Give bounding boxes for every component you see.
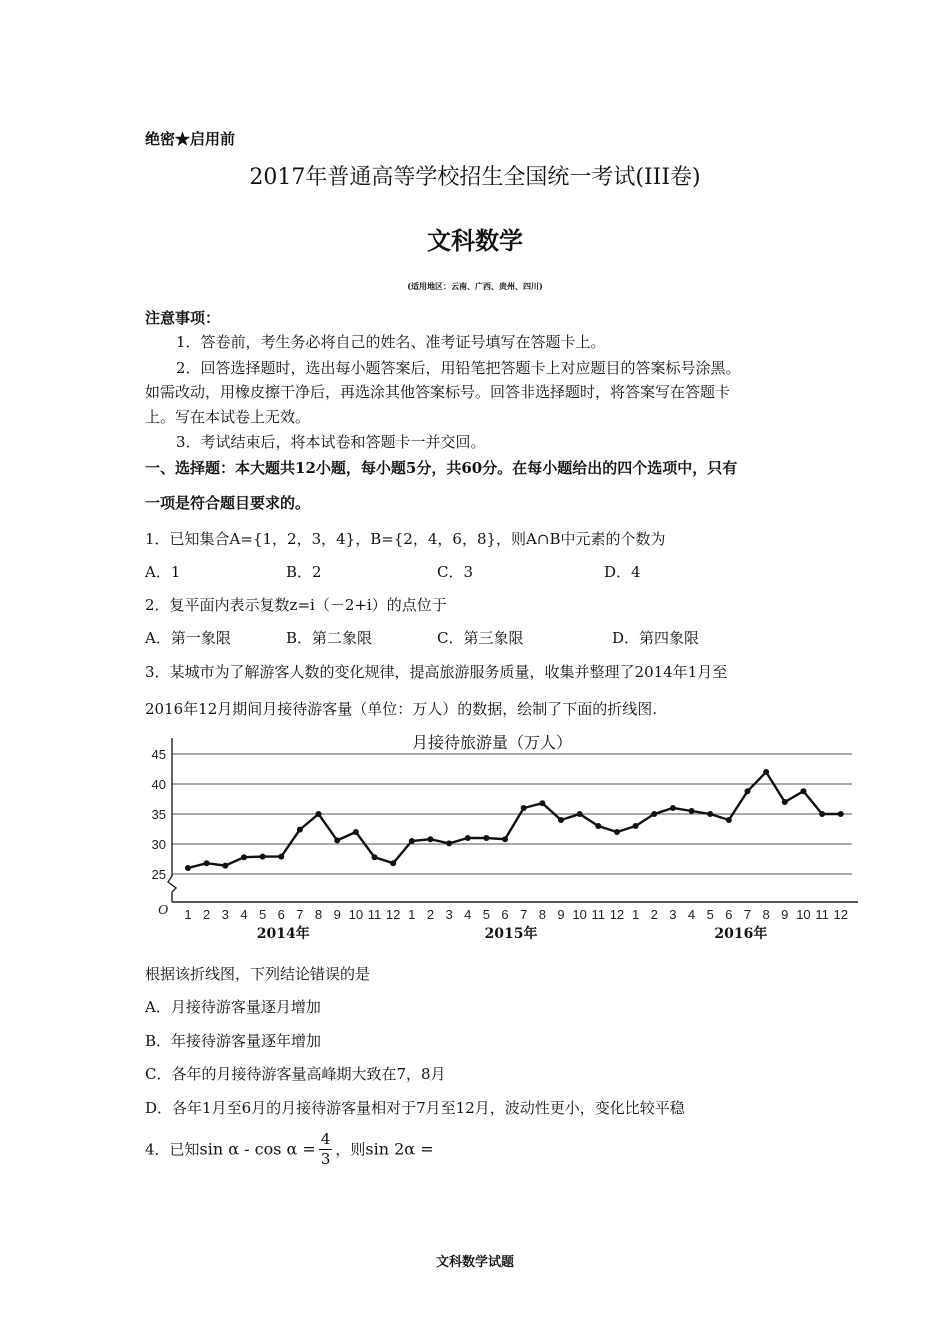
data-point bbox=[689, 808, 695, 814]
x-tick-label: 4 bbox=[687, 907, 696, 922]
question-3-stem-cont: 2016年12月期间月接待游客量（单位：万人）的数据，绘制了下面的折线图. bbox=[145, 700, 658, 718]
x-tick-label: 12 bbox=[833, 907, 848, 922]
x-tick-label: 2 bbox=[203, 907, 211, 922]
data-point bbox=[372, 854, 378, 860]
x-tick-label: 2 bbox=[426, 907, 435, 922]
x-tick-label: 10 bbox=[796, 907, 811, 922]
data-point bbox=[726, 817, 732, 823]
data-point bbox=[446, 840, 452, 846]
data-point bbox=[782, 799, 788, 805]
section-heading: 一、选择题：本大题共12小题，每小题5分，共60分。在每小题给出的四个选项中，只有 bbox=[145, 459, 738, 477]
question-1-option-a: A．1 bbox=[145, 563, 181, 581]
question-4-suffix: ，则 bbox=[335, 1140, 366, 1159]
data-point bbox=[745, 788, 751, 794]
x-tick-label: 8 bbox=[538, 907, 546, 922]
x-tick-label: 7 bbox=[296, 907, 304, 922]
x-tick-label: 7 bbox=[743, 907, 752, 922]
question-2-option-d: D．第四象限 bbox=[612, 629, 700, 647]
question-2-option-b: B．第二象限 bbox=[286, 629, 373, 647]
data-point bbox=[819, 811, 825, 817]
x-tick-label: 1 bbox=[184, 907, 192, 922]
fraction-numerator: 4 bbox=[320, 1130, 331, 1148]
data-point bbox=[334, 837, 340, 843]
chart-title: 月接待旅游量（万人） bbox=[411, 733, 573, 752]
x-tick-label: 10 bbox=[572, 907, 587, 922]
question-1-stem: 1．已知集合A={1，2，3，4}，B={2，4，6，8}，则A∩B中元素的个数为 bbox=[145, 530, 666, 548]
x-tick-label: 11 bbox=[591, 907, 606, 922]
data-point bbox=[427, 836, 433, 842]
y-tick-label: 25 bbox=[151, 867, 166, 882]
y-tick-label: 40 bbox=[151, 777, 166, 792]
data-point bbox=[707, 811, 713, 817]
x-tick-label: 11 bbox=[815, 907, 829, 922]
data-point bbox=[278, 854, 284, 860]
question-3-option-a: A．月接待游客量逐月增加 bbox=[145, 998, 321, 1016]
x-tick-label: 4 bbox=[240, 907, 248, 922]
notice-line: 上。写在本试卷上无效。 bbox=[145, 408, 311, 426]
y-tick-label: 30 bbox=[151, 837, 166, 852]
x-tick-label: 2 bbox=[650, 907, 658, 922]
data-point bbox=[763, 769, 769, 775]
section-heading-cont: 一项是符合题目要求的。 bbox=[145, 494, 311, 512]
applicable-regions: (适用地区：云南、广西、贵州、四川) bbox=[407, 281, 543, 291]
x-tick-label: 8 bbox=[762, 907, 770, 922]
data-point bbox=[670, 805, 676, 811]
data-point bbox=[521, 805, 527, 811]
data-point bbox=[838, 811, 844, 817]
notice-heading: 注意事项： bbox=[145, 309, 221, 327]
data-point bbox=[483, 835, 489, 841]
data-point bbox=[260, 854, 266, 860]
x-tick-label: 8 bbox=[314, 907, 323, 922]
axis-break bbox=[168, 876, 176, 902]
x-tick-label: 11 bbox=[367, 907, 382, 922]
question-2-stem: 2．复平面内表示复数z=i（－2+i）的点位于 bbox=[145, 596, 447, 614]
data-point bbox=[595, 823, 601, 829]
x-tick-label: 1 bbox=[631, 907, 640, 922]
data-point bbox=[577, 811, 583, 817]
y-tick-label: 45 bbox=[151, 747, 166, 762]
notice-line: 2．回答选择题时，选出每小题答案后，用铅笔把答题卡上对应题目的答案标号涂黑。 bbox=[176, 359, 741, 377]
x-tick-label: 5 bbox=[482, 907, 491, 922]
exam-title: 2017年普通高等学校招生全国统一考试(III卷) bbox=[249, 165, 701, 190]
data-point bbox=[185, 865, 191, 871]
data-point bbox=[558, 817, 564, 823]
year-label: 2016年 bbox=[714, 926, 768, 942]
x-tick-label: 12 bbox=[385, 907, 401, 922]
question-4-target: sin 2α = bbox=[365, 1139, 434, 1159]
question-2-option-c: C．第三象限 bbox=[437, 629, 524, 647]
question-1-option-c: C．3 bbox=[437, 563, 474, 581]
x-tick-label: 9 bbox=[557, 907, 565, 922]
x-tick-label: 5 bbox=[706, 907, 714, 922]
data-point bbox=[316, 811, 322, 817]
x-tick-label: 6 bbox=[277, 907, 285, 922]
x-tick-label: 3 bbox=[445, 907, 453, 922]
y-tick-label: 35 bbox=[151, 807, 166, 822]
question-4-expression: sin α - cos α = bbox=[199, 1139, 316, 1159]
x-tick-label: 6 bbox=[501, 907, 509, 922]
notice-line: 如需改动，用橡皮擦干净后，再选涂其他答案标号。回答非选择题时，将答案写在答题卡 bbox=[145, 383, 731, 401]
year-label: 2015年 bbox=[484, 926, 538, 942]
data-point bbox=[241, 854, 247, 860]
origin-label: O bbox=[158, 903, 169, 918]
data-point bbox=[539, 800, 545, 806]
data-point bbox=[409, 838, 415, 844]
notice-line: 1．答卷前，考生务必将自己的姓名、准考证号填写在答题卡上。 bbox=[176, 333, 606, 351]
question-3-option-c: C．各年的月接待游客量高峰期大致在7，8月 bbox=[145, 1065, 446, 1083]
question-3-option-d: D．各年1月至6月的月接待游客量相对于7月至12月，波动性更小，变化比较平稳 bbox=[145, 1099, 685, 1117]
data-point bbox=[222, 863, 228, 869]
x-tick-label: 3 bbox=[221, 907, 229, 922]
subject-title: 文科数学 bbox=[427, 226, 523, 255]
question-4-prefix: 4．已知 bbox=[145, 1140, 200, 1159]
series-line bbox=[188, 772, 841, 868]
x-tick-label: 7 bbox=[520, 907, 528, 922]
data-point bbox=[614, 829, 620, 835]
data-point bbox=[633, 823, 639, 829]
line-chart bbox=[140, 732, 865, 952]
question-3-stem: 3．某城市为了解游客人数的变化规律，提高旅游服务质量，收集并整理了2014年1月至 bbox=[145, 663, 728, 681]
x-tick-label: 5 bbox=[258, 907, 267, 922]
fraction-denominator: 3 bbox=[320, 1150, 331, 1168]
question-3-prompt: 根据该折线图，下列结论错误的是 bbox=[145, 965, 371, 983]
x-tick-label: 10 bbox=[348, 907, 364, 922]
data-point bbox=[390, 860, 396, 866]
x-tick-label: 9 bbox=[781, 907, 789, 922]
year-label: 2014年 bbox=[256, 926, 310, 942]
x-tick-label: 12 bbox=[609, 907, 625, 922]
x-tick-label: 6 bbox=[725, 907, 733, 922]
confidential-label: 绝密★启用前 bbox=[145, 130, 236, 148]
page-footer: 文科数学试题 bbox=[435, 1255, 514, 1270]
data-point bbox=[800, 788, 806, 794]
question-3-option-b: B．年接待游客量逐年增加 bbox=[145, 1032, 322, 1050]
question-1-option-d: D．4 bbox=[604, 563, 641, 581]
fraction bbox=[319, 1130, 333, 1169]
x-tick-label: 3 bbox=[669, 907, 677, 922]
question-1-option-b: B．2 bbox=[286, 563, 322, 581]
data-point bbox=[353, 829, 359, 835]
x-tick-label: 4 bbox=[464, 907, 472, 922]
data-point bbox=[204, 860, 210, 866]
question-2-option-a: A．第一象限 bbox=[145, 629, 231, 647]
x-tick-label: 9 bbox=[333, 907, 341, 922]
data-point bbox=[465, 835, 471, 841]
question-4-stem bbox=[145, 1130, 434, 1169]
data-point bbox=[651, 811, 657, 817]
x-tick-label: 1 bbox=[408, 907, 416, 922]
data-point bbox=[502, 836, 508, 842]
notice-line: 3．考试结束后，将本试卷和答题卡一并交回。 bbox=[176, 433, 486, 451]
data-point bbox=[297, 827, 303, 833]
